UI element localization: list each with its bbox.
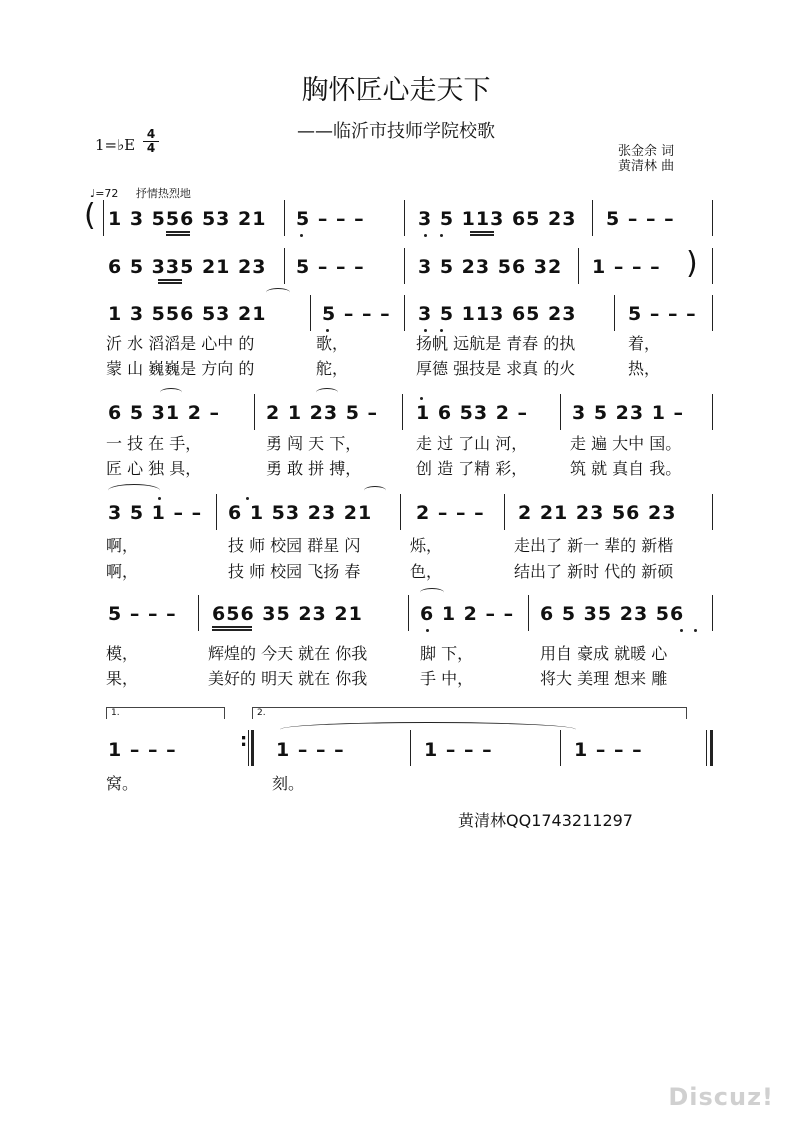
slur bbox=[108, 484, 160, 497]
lyric-4-4-verse2: 筑 就 真自 我。 bbox=[570, 459, 682, 478]
slur bbox=[420, 588, 444, 597]
measure-2-4: 1 – – – bbox=[592, 256, 661, 278]
slur bbox=[364, 486, 386, 495]
lyric-4-1-verse2: 匠 心 独 具， bbox=[106, 459, 202, 478]
measure-4-2: 2 1 23 5 – bbox=[266, 402, 379, 424]
final-barline-thick bbox=[710, 730, 713, 766]
beam bbox=[158, 279, 182, 281]
lyric-6-2-verse2: 美好的 明天 就在 你我 bbox=[208, 669, 368, 688]
barline bbox=[254, 394, 255, 430]
volta-1-right bbox=[224, 707, 225, 719]
barline bbox=[216, 494, 217, 530]
lyric-6-2-verse1: 辉煌的 今天 就在 你我 bbox=[208, 644, 368, 663]
lyric-6-3-verse2: 手 中， bbox=[420, 669, 474, 688]
barline bbox=[504, 494, 505, 530]
measure-7-3: 1 – – – bbox=[424, 739, 493, 761]
measure-5-1: 3 5 1 – – bbox=[108, 502, 203, 524]
measure-1-1: 1 3 556 53 21 bbox=[108, 208, 267, 230]
repeat-open-paren: ( bbox=[84, 198, 96, 233]
volta-2-right bbox=[686, 707, 687, 719]
volta-2-bracket bbox=[252, 707, 686, 708]
barline bbox=[560, 394, 561, 430]
high-octave-dot bbox=[420, 397, 423, 400]
barline bbox=[712, 295, 713, 331]
lyric-5-2-verse1: 技 师 校园 群星 闪 bbox=[228, 536, 361, 555]
barline bbox=[404, 200, 405, 236]
lyric-6-3-verse1: 脚 下， bbox=[420, 644, 474, 663]
measure-2-2: 5 – – – bbox=[296, 256, 365, 278]
volta-2-left bbox=[252, 707, 253, 719]
lyric-5-1-verse1: 啊， bbox=[106, 536, 139, 555]
measure-7-1: 1 – – – bbox=[108, 739, 177, 761]
barline bbox=[712, 595, 713, 631]
beam bbox=[158, 282, 182, 284]
volta-1-bracket bbox=[106, 707, 224, 708]
repeat-barline-thick bbox=[251, 730, 254, 766]
measure-3-2: 5 – – – bbox=[322, 303, 391, 325]
measure-2-3: 3 5 23 56 32 bbox=[418, 256, 563, 278]
tempo-marking bbox=[90, 185, 191, 201]
volta-2-label: 2. bbox=[257, 708, 266, 718]
measure-7-4: 1 – – – bbox=[574, 739, 643, 761]
song-title: 胸怀匠心走天下 bbox=[301, 75, 491, 106]
lyric-6-4-verse1: 用自 豪成 就暖 心 bbox=[540, 644, 668, 663]
author-signature: 黄清林QQ1743211297 bbox=[458, 811, 633, 830]
lyric-4-3-verse1: 走 过 了山 河， bbox=[416, 434, 528, 453]
composer-credit: 黄清林 曲 bbox=[618, 159, 675, 174]
volta-1-label: 1. bbox=[111, 708, 120, 718]
barline bbox=[408, 595, 409, 631]
measure-5-4: 2 21 23 56 23 bbox=[518, 502, 677, 524]
barline bbox=[400, 494, 401, 530]
repeat-barline bbox=[248, 730, 249, 766]
measure-6-2: 656 35 23 21 bbox=[212, 603, 363, 625]
key-signature: 1=♭E bbox=[95, 136, 136, 154]
lyric-3-3-verse1: 扬帆 远航是 青春 的执 bbox=[416, 334, 576, 353]
beam bbox=[212, 629, 252, 631]
volta-1-left bbox=[106, 707, 107, 719]
measure-4-1: 6 5 31 2 – bbox=[108, 402, 221, 424]
barline bbox=[712, 248, 713, 284]
song-subtitle: ——临沂市技师学院校歌 bbox=[297, 121, 495, 142]
lyric-4-4-verse1: 走 遍 大中 国。 bbox=[570, 434, 682, 453]
beam bbox=[212, 626, 252, 628]
lyric-4-2-verse1: 勇 闯 天 下， bbox=[266, 434, 362, 453]
lyric-3-1-verse2: 蒙 山 巍巍是 方向 的 bbox=[106, 359, 255, 378]
lyric-3-2-verse1: 歌， bbox=[316, 334, 349, 353]
barline bbox=[284, 248, 285, 284]
lyric-5-4-verse2: 结出了 新时 代的 新硕 bbox=[514, 562, 674, 581]
lyricist-credit: 张金余 词 bbox=[618, 144, 675, 159]
lyric-7-1: 窝。 bbox=[106, 774, 139, 793]
barline bbox=[614, 295, 615, 331]
barline bbox=[712, 494, 713, 530]
low-octave-dot bbox=[300, 234, 303, 237]
high-octave-dot bbox=[158, 497, 161, 500]
lyric-5-3-verse2: 色， bbox=[410, 562, 443, 581]
beam bbox=[166, 231, 190, 233]
slur bbox=[160, 388, 182, 397]
barline bbox=[592, 200, 593, 236]
measure-3-3: 3 5 113 65 23 bbox=[418, 303, 577, 325]
measure-2-1: 6 5 335 21 23 bbox=[108, 256, 267, 278]
measure-5-2: 6 1 53 23 21 bbox=[228, 502, 373, 524]
low-octave-dot bbox=[694, 629, 697, 632]
barline bbox=[528, 595, 529, 631]
lyric-5-4-verse1: 走出了 新一 辈的 新楷 bbox=[514, 536, 674, 555]
lyric-4-2-verse2: 勇 敢 拼 搏， bbox=[266, 459, 362, 478]
barline bbox=[404, 248, 405, 284]
barline bbox=[284, 200, 285, 236]
low-octave-dot bbox=[426, 629, 429, 632]
barline bbox=[578, 248, 579, 284]
lyric-5-3-verse1: 烁， bbox=[410, 536, 443, 555]
time-sig-top: 4 bbox=[146, 127, 156, 141]
low-octave-dot bbox=[680, 629, 683, 632]
lyric-3-4-verse1: 着， bbox=[628, 334, 661, 353]
barline bbox=[402, 394, 403, 430]
slur bbox=[266, 288, 290, 297]
lyric-6-4-verse2: 将大 美理 想来 雕 bbox=[540, 669, 668, 688]
measure-3-1: 1 3 556 53 21 bbox=[108, 303, 267, 325]
lyric-3-2-verse2: 舵， bbox=[316, 359, 349, 378]
time-sig-bottom: 4 bbox=[143, 141, 159, 155]
measure-4-4: 3 5 23 1 – bbox=[572, 402, 685, 424]
beam bbox=[470, 234, 494, 236]
barline bbox=[404, 295, 405, 331]
lyric-4-3-verse2: 创 造 了精 彩， bbox=[416, 459, 528, 478]
expression-marking: 抒情热烈地 bbox=[135, 187, 191, 200]
lyric-3-4-verse2: 热， bbox=[628, 359, 661, 378]
lyric-4-1-verse1: 一 技 在 手， bbox=[106, 434, 202, 453]
repeat-close-paren: ) bbox=[686, 246, 698, 281]
measure-6-4: 6 5 35 23 56 bbox=[540, 603, 685, 625]
lyric-3-1-verse1: 沂 水 滔滔是 心中 的 bbox=[106, 334, 255, 353]
beam bbox=[166, 234, 190, 236]
measure-4-3: 1 6 53 2 – bbox=[416, 402, 529, 424]
measure-6-1: 5 – – – bbox=[108, 603, 177, 625]
measure-7-2: 1 – – – bbox=[276, 739, 345, 761]
measure-1-3: 3 5 113 65 23 bbox=[418, 208, 577, 230]
barline bbox=[712, 200, 713, 236]
lyric-6-1-verse1: 模， bbox=[106, 644, 139, 663]
low-octave-dot bbox=[440, 234, 443, 237]
measure-3-4: 5 – – – bbox=[628, 303, 697, 325]
final-barline-thin bbox=[706, 730, 707, 766]
low-octave-dot bbox=[424, 234, 427, 237]
lyric-6-1-verse2: 果， bbox=[106, 669, 139, 688]
barline bbox=[103, 200, 104, 236]
barline bbox=[712, 394, 713, 430]
tempo-value: ♩=72 bbox=[90, 187, 119, 200]
discuz-watermark: Discuz! bbox=[668, 1083, 774, 1111]
time-signature bbox=[143, 128, 159, 155]
tie-long bbox=[280, 722, 576, 737]
measure-1-4: 5 – – – bbox=[606, 208, 675, 230]
slur bbox=[316, 388, 338, 397]
barline bbox=[198, 595, 199, 631]
repeat-dots: : bbox=[240, 730, 248, 751]
lyric-5-1-verse2: 啊， bbox=[106, 562, 139, 581]
measure-5-3: 2 – – – bbox=[416, 502, 485, 524]
measure-1-2: 5 – – – bbox=[296, 208, 365, 230]
barline bbox=[310, 295, 311, 331]
lyric-3-3-verse2: 厚德 强技是 求真 的火 bbox=[416, 359, 576, 378]
beam bbox=[470, 231, 494, 233]
high-octave-dot bbox=[246, 497, 249, 500]
lyric-7-2: 刻。 bbox=[272, 774, 305, 793]
lyric-5-2-verse2: 技 师 校园 飞扬 春 bbox=[228, 562, 361, 581]
measure-6-3: 6 1 2 – – bbox=[420, 603, 515, 625]
